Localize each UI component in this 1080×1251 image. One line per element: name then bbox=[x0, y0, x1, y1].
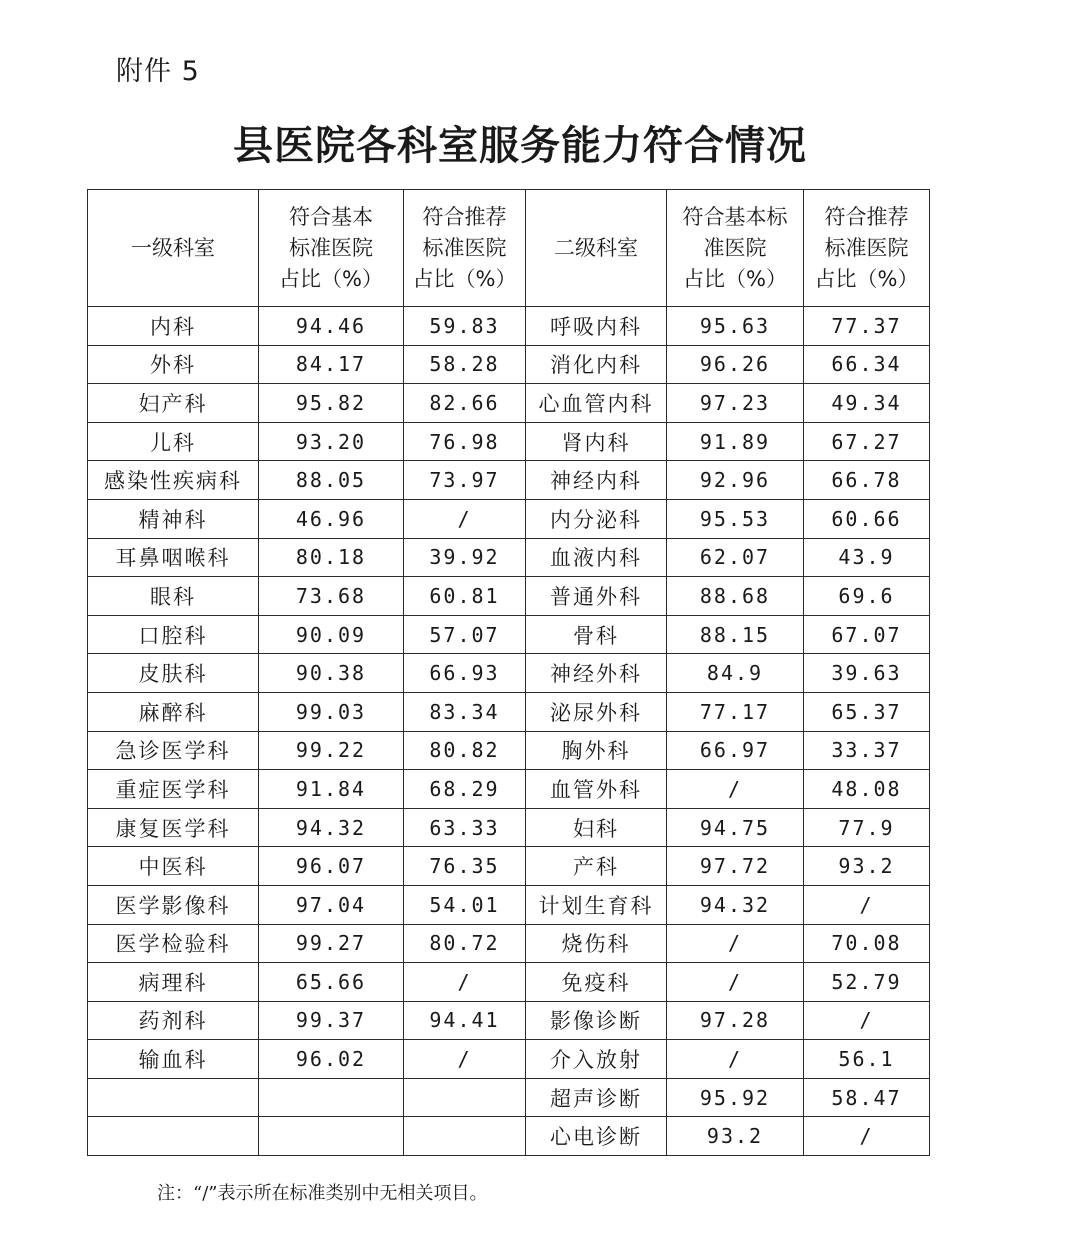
basic-ratio-1-cell: 84.17 bbox=[259, 345, 404, 384]
table-row bbox=[88, 538, 930, 577]
basic-ratio-2-cell: 94.75 bbox=[667, 808, 804, 847]
basic-ratio-2-cell: 62.07 bbox=[667, 538, 804, 577]
recommended-ratio-1-cell: 80.82 bbox=[404, 731, 526, 770]
recommended-ratio-1-cell: 59.83 bbox=[404, 307, 526, 346]
header-basic-ratio-2: 符合基本标 准医院 占比（%） bbox=[667, 190, 804, 307]
recommended-ratio-2-cell: 65.37 bbox=[804, 692, 930, 731]
table-row bbox=[88, 345, 930, 384]
recommended-ratio-1-cell: / bbox=[404, 499, 526, 538]
recommended-ratio-2-cell: / bbox=[804, 1001, 930, 1040]
table-row bbox=[88, 770, 930, 809]
recommended-ratio-2-cell: 69.6 bbox=[804, 577, 930, 616]
basic-ratio-1-cell: 90.09 bbox=[259, 615, 404, 654]
basic-ratio-1-cell: 99.22 bbox=[259, 731, 404, 770]
basic-ratio-2-cell: 95.92 bbox=[667, 1078, 804, 1117]
recommended-ratio-1-cell: 83.34 bbox=[404, 692, 526, 731]
level1-dept-cell: 输血科 bbox=[88, 1040, 259, 1079]
basic-ratio-2-cell: 91.89 bbox=[667, 422, 804, 461]
recommended-ratio-1-cell bbox=[404, 1117, 526, 1156]
basic-ratio-2-cell: 97.23 bbox=[667, 384, 804, 423]
level1-dept-cell: 重症医学科 bbox=[88, 770, 259, 809]
recommended-ratio-2-cell: 60.66 bbox=[804, 499, 930, 538]
recommended-ratio-2-cell: / bbox=[804, 1117, 930, 1156]
level2-dept-cell: 泌尿外科 bbox=[526, 692, 667, 731]
recommended-ratio-2-cell: 33.37 bbox=[804, 731, 930, 770]
recommended-ratio-2-cell: 43.9 bbox=[804, 538, 930, 577]
footnote: 注：“/”表示所在标准类别中无相关项目。 bbox=[157, 1183, 488, 1204]
basic-ratio-2-cell: 97.72 bbox=[667, 847, 804, 886]
table-row bbox=[88, 924, 930, 963]
level2-dept-cell: 超声诊断 bbox=[526, 1078, 667, 1117]
level2-dept-cell: 免疫科 bbox=[526, 963, 667, 1002]
recommended-ratio-2-cell: 52.79 bbox=[804, 963, 930, 1002]
basic-ratio-1-cell: 96.02 bbox=[259, 1040, 404, 1079]
compliance-table bbox=[87, 189, 930, 1156]
basic-ratio-1-cell: 93.20 bbox=[259, 422, 404, 461]
level2-dept-cell: 心电诊断 bbox=[526, 1117, 667, 1156]
basic-ratio-2-cell: 97.28 bbox=[667, 1001, 804, 1040]
level1-dept-cell: 妇产科 bbox=[88, 384, 259, 423]
level2-dept-cell: 呼吸内科 bbox=[526, 307, 667, 346]
level1-dept-cell: 麻醉科 bbox=[88, 692, 259, 731]
level2-dept-cell: 骨科 bbox=[526, 615, 667, 654]
basic-ratio-1-cell: 99.27 bbox=[259, 924, 404, 963]
recommended-ratio-2-cell: 66.78 bbox=[804, 461, 930, 500]
basic-ratio-2-cell: / bbox=[667, 963, 804, 1002]
recommended-ratio-1-cell: 94.41 bbox=[404, 1001, 526, 1040]
page-title: 县医院各科室服务能力符合情况 bbox=[233, 123, 807, 169]
basic-ratio-1-cell: 94.46 bbox=[259, 307, 404, 346]
level1-dept-cell: 内科 bbox=[88, 307, 259, 346]
table-row bbox=[88, 461, 930, 500]
basic-ratio-1-cell: 94.32 bbox=[259, 808, 404, 847]
header-recommended-ratio-1: 符合推荐 标准医院 占比（%） bbox=[404, 190, 526, 307]
table-row bbox=[88, 1117, 930, 1156]
table-row bbox=[88, 1001, 930, 1040]
table-row bbox=[88, 731, 930, 770]
recommended-ratio-2-cell: 67.07 bbox=[804, 615, 930, 654]
recommended-ratio-1-cell: 58.28 bbox=[404, 345, 526, 384]
level2-dept-cell: 普通外科 bbox=[526, 577, 667, 616]
basic-ratio-2-cell: 95.63 bbox=[667, 307, 804, 346]
basic-ratio-1-cell: 73.68 bbox=[259, 577, 404, 616]
basic-ratio-1-cell: 99.03 bbox=[259, 692, 404, 731]
recommended-ratio-2-cell: / bbox=[804, 885, 930, 924]
recommended-ratio-1-cell: 63.33 bbox=[404, 808, 526, 847]
table-row bbox=[88, 577, 930, 616]
level2-dept-cell: 影像诊断 bbox=[526, 1001, 667, 1040]
recommended-ratio-2-cell: 56.1 bbox=[804, 1040, 930, 1079]
level2-dept-cell: 胸外科 bbox=[526, 731, 667, 770]
level2-dept-cell: 血管外科 bbox=[526, 770, 667, 809]
basic-ratio-1-cell: 65.66 bbox=[259, 963, 404, 1002]
level2-dept-cell: 计划生育科 bbox=[526, 885, 667, 924]
table-body bbox=[88, 307, 930, 1156]
level1-dept-cell: 耳鼻咽喉科 bbox=[88, 538, 259, 577]
basic-ratio-2-cell: 96.26 bbox=[667, 345, 804, 384]
recommended-ratio-1-cell: / bbox=[404, 1040, 526, 1079]
level2-dept-cell: 产科 bbox=[526, 847, 667, 886]
basic-ratio-1-cell bbox=[259, 1078, 404, 1117]
level2-dept-cell: 心血管内科 bbox=[526, 384, 667, 423]
table-row bbox=[88, 499, 930, 538]
recommended-ratio-1-cell: 76.35 bbox=[404, 847, 526, 886]
basic-ratio-2-cell: / bbox=[667, 1040, 804, 1079]
level1-dept-cell: 药剂科 bbox=[88, 1001, 259, 1040]
level1-dept-cell: 医学检验科 bbox=[88, 924, 259, 963]
basic-ratio-1-cell: 90.38 bbox=[259, 654, 404, 693]
basic-ratio-2-cell: 95.53 bbox=[667, 499, 804, 538]
basic-ratio-1-cell: 96.07 bbox=[259, 847, 404, 886]
recommended-ratio-1-cell: 76.98 bbox=[404, 422, 526, 461]
recommended-ratio-1-cell: 54.01 bbox=[404, 885, 526, 924]
table-row bbox=[88, 654, 930, 693]
level1-dept-cell: 急诊医学科 bbox=[88, 731, 259, 770]
header-level2-dept: 二级科室 bbox=[526, 190, 667, 307]
basic-ratio-2-cell: 93.2 bbox=[667, 1117, 804, 1156]
recommended-ratio-2-cell: 49.34 bbox=[804, 384, 930, 423]
level1-dept-cell: 儿科 bbox=[88, 422, 259, 461]
level2-dept-cell: 血液内科 bbox=[526, 538, 667, 577]
basic-ratio-2-cell: / bbox=[667, 770, 804, 809]
level2-dept-cell: 神经内科 bbox=[526, 461, 667, 500]
level2-dept-cell: 妇科 bbox=[526, 808, 667, 847]
table-row bbox=[88, 847, 930, 886]
level1-dept-cell: 感染性疾病科 bbox=[88, 461, 259, 500]
recommended-ratio-1-cell: 82.66 bbox=[404, 384, 526, 423]
level1-dept-cell: 医学影像科 bbox=[88, 885, 259, 924]
recommended-ratio-1-cell: 60.81 bbox=[404, 577, 526, 616]
table-row bbox=[88, 963, 930, 1002]
level2-dept-cell: 内分泌科 bbox=[526, 499, 667, 538]
table-row bbox=[88, 808, 930, 847]
header-recommended-ratio-2: 符合推荐 标准医院 占比（%） bbox=[804, 190, 930, 307]
level1-dept-cell: 外科 bbox=[88, 345, 259, 384]
table-row bbox=[88, 422, 930, 461]
table-row bbox=[88, 692, 930, 731]
recommended-ratio-2-cell: 58.47 bbox=[804, 1078, 930, 1117]
recommended-ratio-2-cell: 77.9 bbox=[804, 808, 930, 847]
level1-dept-cell bbox=[88, 1117, 259, 1156]
table-row bbox=[88, 307, 930, 346]
recommended-ratio-1-cell bbox=[404, 1078, 526, 1117]
level2-dept-cell: 介入放射 bbox=[526, 1040, 667, 1079]
level1-dept-cell bbox=[88, 1078, 259, 1117]
header-level1-dept: 一级科室 bbox=[88, 190, 259, 307]
recommended-ratio-1-cell: 39.92 bbox=[404, 538, 526, 577]
level1-dept-cell: 眼科 bbox=[88, 577, 259, 616]
basic-ratio-1-cell: 99.37 bbox=[259, 1001, 404, 1040]
level2-dept-cell: 肾内科 bbox=[526, 422, 667, 461]
basic-ratio-2-cell: 77.17 bbox=[667, 692, 804, 731]
recommended-ratio-2-cell: 67.27 bbox=[804, 422, 930, 461]
recommended-ratio-1-cell: 73.97 bbox=[404, 461, 526, 500]
table-row bbox=[88, 384, 930, 423]
basic-ratio-1-cell: 97.04 bbox=[259, 885, 404, 924]
table-row bbox=[88, 1078, 930, 1117]
table-row bbox=[88, 615, 930, 654]
recommended-ratio-1-cell: 66.93 bbox=[404, 654, 526, 693]
basic-ratio-2-cell: 88.15 bbox=[667, 615, 804, 654]
basic-ratio-1-cell: 46.96 bbox=[259, 499, 404, 538]
level1-dept-cell: 康复医学科 bbox=[88, 808, 259, 847]
basic-ratio-2-cell: 94.32 bbox=[667, 885, 804, 924]
basic-ratio-2-cell: 92.96 bbox=[667, 461, 804, 500]
level1-dept-cell: 精神科 bbox=[88, 499, 259, 538]
basic-ratio-2-cell: 84.9 bbox=[667, 654, 804, 693]
basic-ratio-2-cell: 88.68 bbox=[667, 577, 804, 616]
basic-ratio-1-cell: 88.05 bbox=[259, 461, 404, 500]
attachment-label: 附件 5 bbox=[116, 56, 200, 87]
level2-dept-cell: 消化内科 bbox=[526, 345, 667, 384]
basic-ratio-2-cell: / bbox=[667, 924, 804, 963]
recommended-ratio-1-cell: 57.07 bbox=[404, 615, 526, 654]
basic-ratio-1-cell bbox=[259, 1117, 404, 1156]
basic-ratio-1-cell: 95.82 bbox=[259, 384, 404, 423]
recommended-ratio-2-cell: 77.37 bbox=[804, 307, 930, 346]
header-basic-ratio-1: 符合基本 标准医院 占比（%） bbox=[259, 190, 404, 307]
recommended-ratio-1-cell: 68.29 bbox=[404, 770, 526, 809]
table-header-row bbox=[88, 190, 930, 307]
recommended-ratio-2-cell: 93.2 bbox=[804, 847, 930, 886]
level2-dept-cell: 神经外科 bbox=[526, 654, 667, 693]
table-row bbox=[88, 885, 930, 924]
recommended-ratio-1-cell: 80.72 bbox=[404, 924, 526, 963]
basic-ratio-2-cell: 66.97 bbox=[667, 731, 804, 770]
level1-dept-cell: 口腔科 bbox=[88, 615, 259, 654]
level1-dept-cell: 病理科 bbox=[88, 963, 259, 1002]
recommended-ratio-2-cell: 39.63 bbox=[804, 654, 930, 693]
basic-ratio-1-cell: 91.84 bbox=[259, 770, 404, 809]
table-row bbox=[88, 1040, 930, 1079]
recommended-ratio-1-cell: / bbox=[404, 963, 526, 1002]
recommended-ratio-2-cell: 70.08 bbox=[804, 924, 930, 963]
level2-dept-cell: 烧伤科 bbox=[526, 924, 667, 963]
recommended-ratio-2-cell: 48.08 bbox=[804, 770, 930, 809]
recommended-ratio-2-cell: 66.34 bbox=[804, 345, 930, 384]
level1-dept-cell: 中医科 bbox=[88, 847, 259, 886]
basic-ratio-1-cell: 80.18 bbox=[259, 538, 404, 577]
level1-dept-cell: 皮肤科 bbox=[88, 654, 259, 693]
